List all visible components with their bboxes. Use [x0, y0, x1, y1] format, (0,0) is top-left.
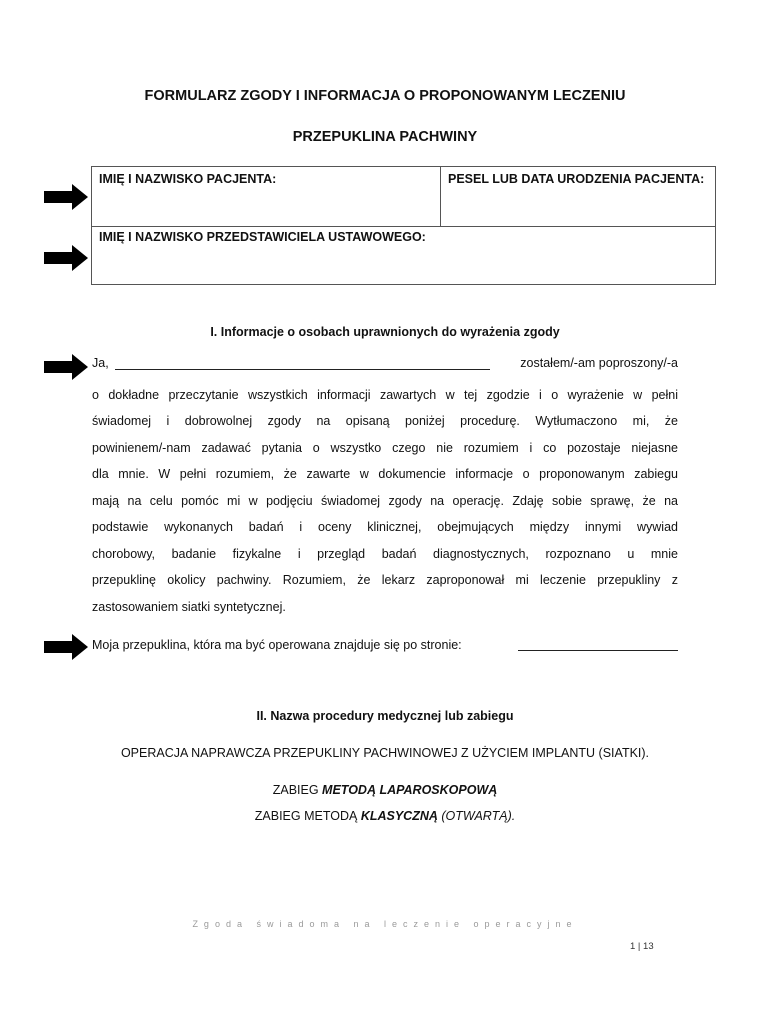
patient-info-table [91, 166, 716, 285]
footer-text: Zgoda świadoma na leczenie operacyjne [192, 919, 578, 929]
section-2-heading: II. Nazwa procedury medycznej lub zabiegu [256, 709, 514, 723]
ja-statement-row [92, 355, 678, 370]
paragraph-line: dla mnie. W pełni rozumiem, że zawarte w dokumencie informacje o proponowanym zabiegu [92, 467, 678, 481]
arrow-right-icon [44, 634, 88, 660]
hernia-side-blank-field[interactable] [518, 636, 678, 651]
document-subtitle: PRZEPUKLINA PACHWINY [292, 129, 478, 145]
option-classic[interactable]: ZABIEG METODĄ KLASYCZNĄ (OTWARTĄ). [254, 809, 516, 823]
section-1-heading: I. Informacje o osobach uprawnionych do wyrażenia zgody [210, 325, 560, 339]
arrow-right-icon [44, 245, 88, 271]
page-number: 1 | 13 [630, 941, 654, 952]
ja-suffix: zostałem/-am poproszony/-a [520, 356, 678, 370]
ja-prefix: Ja, [92, 356, 109, 370]
document-title: FORMULARZ ZGODY I INFORMACJA O PROPONOWANYM LECZENIU [144, 88, 626, 104]
name-blank-field[interactable] [115, 355, 490, 370]
paragraph-last-line: zastosowaniem siatki syntetycznej. [92, 600, 286, 614]
hernia-side-label: Moja przepuklina, która ma być operowana znajduje się po stronie: [92, 638, 462, 652]
option-laparoscopic[interactable]: ZABIEG METODĄ LAPAROSKOPOWĄ [272, 783, 498, 797]
paragraph-line: o dokładne przeczytanie wszystkich informacji zawartych w tej zgodzie i o wyrażenie w pełni [92, 388, 678, 402]
pesel-field[interactable]: PESEL LUB DATA URODZENIA PACJENTA: [448, 172, 705, 186]
paragraph-line: świadomej i dobrowolnej zgody na opisaną poniżej procedurę. Wytłumaczono mi, że [92, 414, 678, 428]
arrow-right-icon [44, 184, 88, 210]
paragraph-line: mają na celu pomóc mi w podjęciu świadomej zgody na operację. Zdaję sobie sprawę, że na [92, 494, 678, 508]
paragraph-line: przepuklinę okolicy pachwiny. Rozumiem, że lekarz zaproponował mi leczenie przepukliny z [92, 573, 678, 587]
paragraph-line: powinienem/-nam zadawać pytania o wszystko czego nie rozumiem i co pozostaje niejasne [92, 441, 678, 455]
arrow-right-icon [44, 354, 88, 380]
paragraph-line: podstawie wykonanych badań i oceny klinicznej, obejmujących między innymi wywiad [92, 520, 678, 534]
procedure-name: OPERACJA NAPRAWCZA PRZEPUKLINY PACHWINOWEJ Z UŻYCIEM IMPLANTU (SIATKI). [120, 746, 650, 760]
representative-name-field[interactable]: IMIĘ I NAZWISKO PRZEDSTAWICIELA USTAWOWEGO: [99, 230, 426, 244]
paragraph-line: chorobowy, badanie fizykalne i przegląd badań diagnostycznych, rozpoznano u mnie [92, 547, 678, 561]
patient-name-field[interactable]: IMIĘ I NAZWISKO PACJENTA: [99, 172, 277, 186]
